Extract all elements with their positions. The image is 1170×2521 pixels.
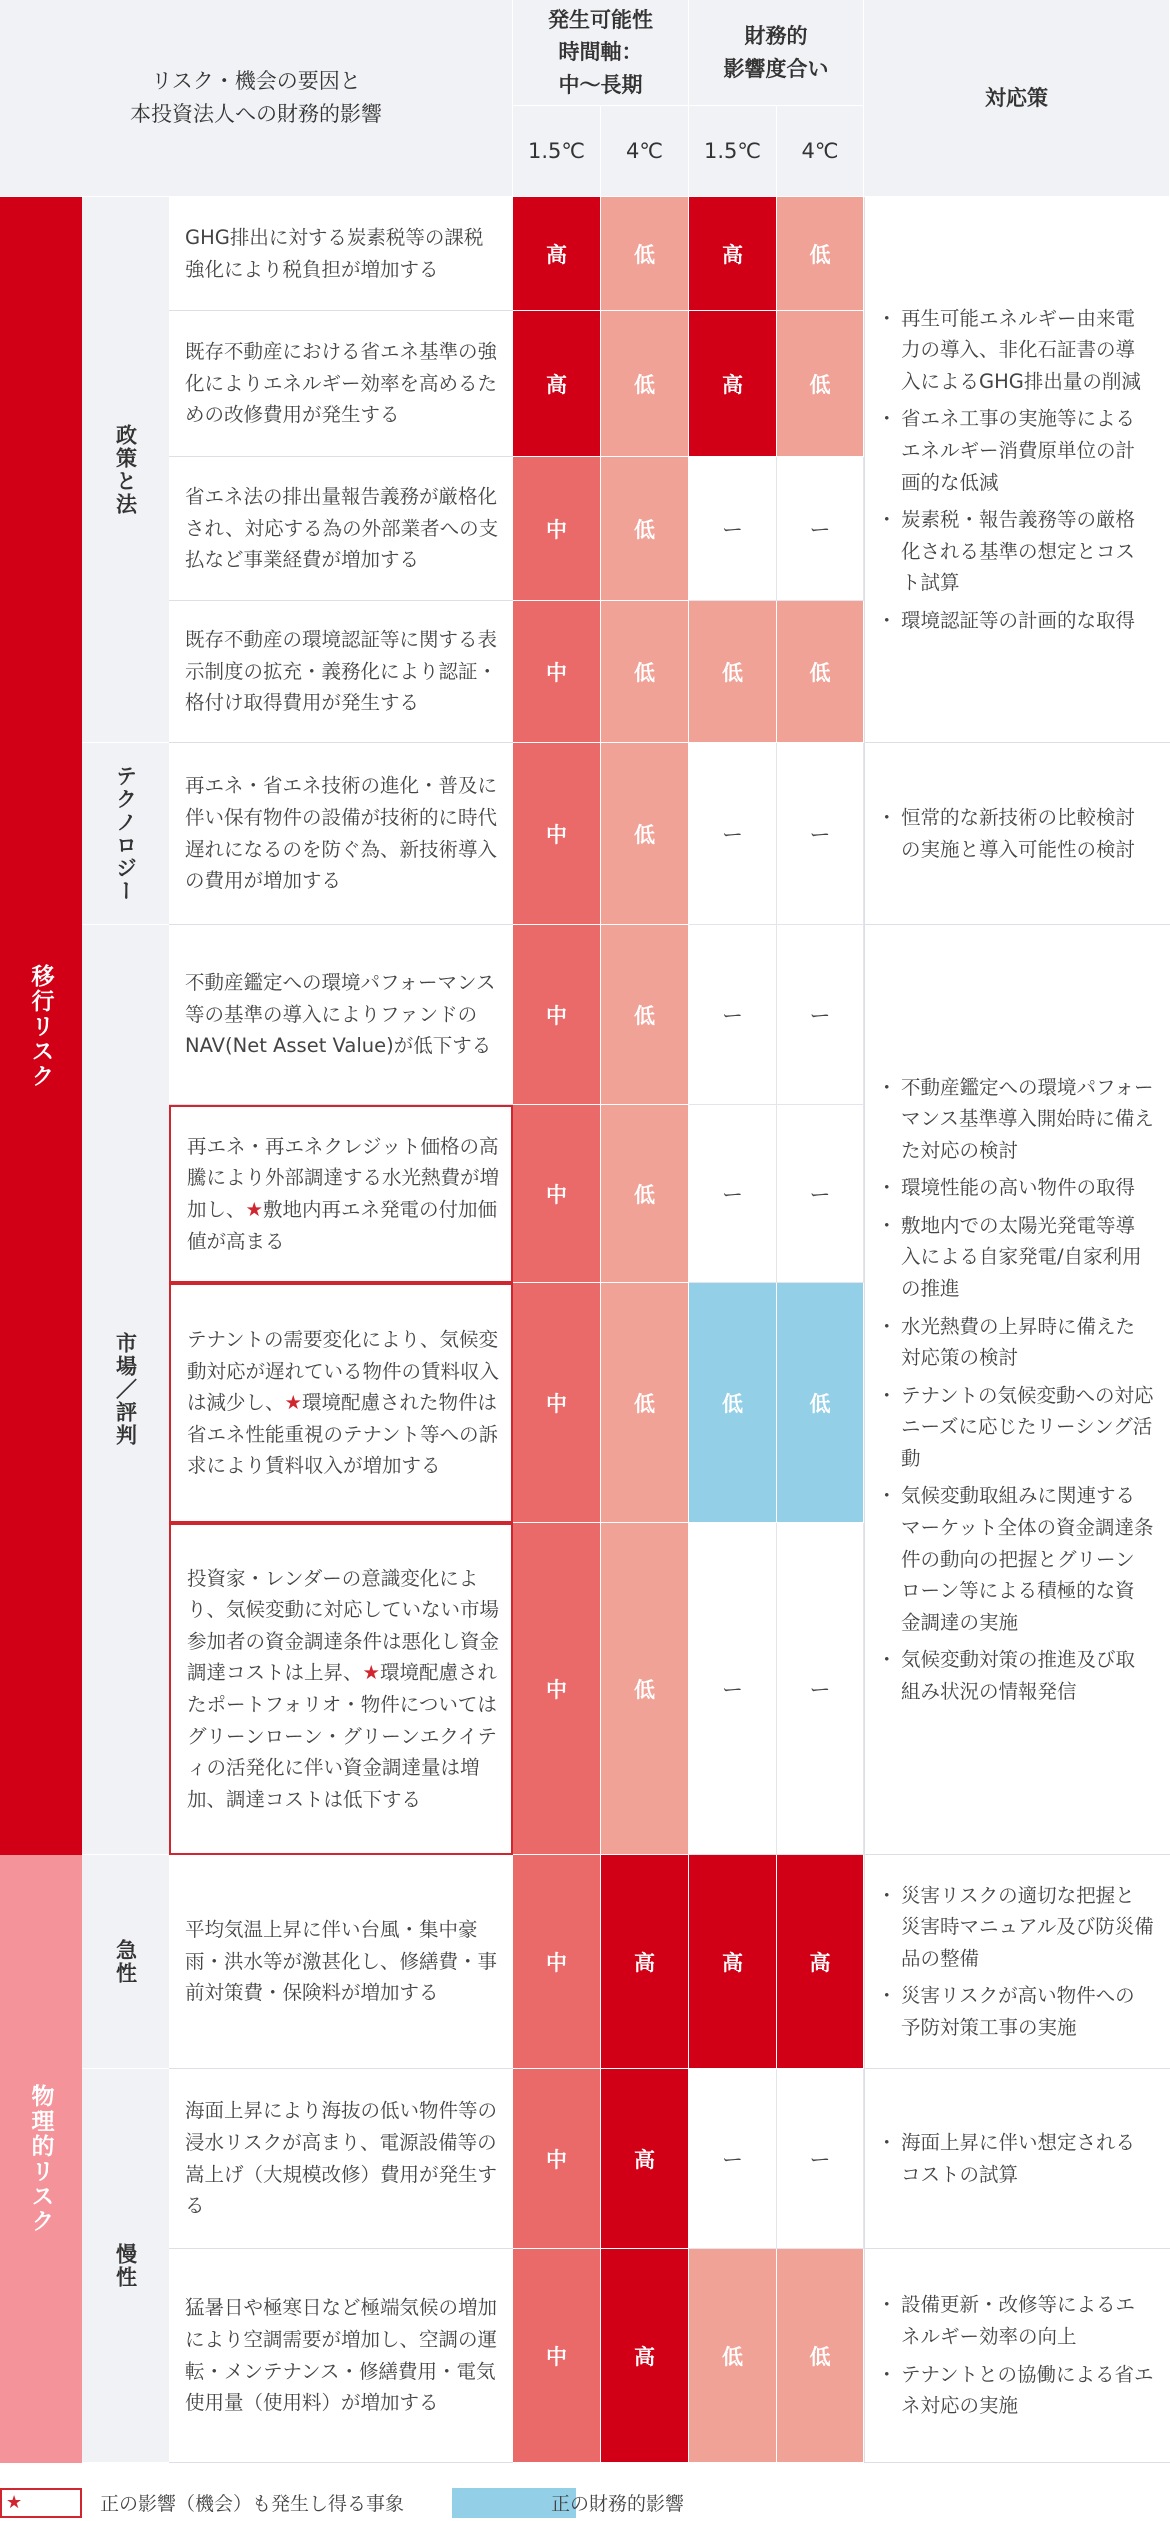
likelihood-4c: 低 xyxy=(601,197,689,311)
legend-star-swatch xyxy=(0,2488,82,2518)
measure-item: ・ 敷地内での太陽光発電等導入による自家発電/自家利用の推進 xyxy=(885,1210,1154,1305)
measures-chronic-extreme-weather xyxy=(864,2249,1170,2463)
risk-description: 省エネ法の排出量報告義務が厳格化され、対応する為の外部業者への支払など事業経費が増加する xyxy=(169,457,513,601)
impact-4c-positive: 低 xyxy=(777,1283,864,1523)
measure-item: ・ 不動産鑑定への環境パフォーマンス基準導入開始時に備えた対応の検討 xyxy=(885,1072,1154,1167)
likelihood-1-5c: 中 xyxy=(513,2069,601,2249)
risk-description-opportunity: 再エネ・再エネクレジット価格の高騰により外部調達する水光熱費が増加し、★敷地内再エネ発電の付加価値が高まる xyxy=(169,1105,513,1283)
measure-item: ・ 水光熱費の上昇時に備えた対応策の検討 xyxy=(885,1311,1154,1374)
likelihood-4c: 低 xyxy=(601,1105,689,1283)
subcategory-acute: 急性 xyxy=(82,1855,169,2069)
header-factor: リスク・機会の要因と 本投資法人への財務的影響 xyxy=(0,0,513,197)
measures-policy xyxy=(864,197,1170,743)
likelihood-1-5c: 高 xyxy=(513,311,601,457)
risk-description-opportunity: 投資家・レンダーの意識変化により、気候変動に対応していない市場参加者の資金調達条件は悪化し資金調達コストは上昇、★環境配慮されたポートフォリオ・物件についてはグリーンローン・グリーンエクイティの活発化に伴い資金調達量は増加、調達コストは低下する xyxy=(169,1523,513,1855)
header-impact: 財務的 影響度合い xyxy=(689,0,864,106)
legend-positive-label: 正の財務的影響 xyxy=(551,2493,685,2515)
measure-item: ・ 恒常的な新技術の比較検討の実施と導入可能性の検討 xyxy=(885,802,1154,865)
measures-technology xyxy=(864,743,1170,925)
impact-4c: 低 xyxy=(777,197,864,311)
impact-4c: ー xyxy=(777,457,864,601)
impact-1-5c: 高 xyxy=(689,197,777,311)
impact-1-5c: ー xyxy=(689,457,777,601)
likelihood-4c: 高 xyxy=(601,2069,689,2249)
impact-4c: 高 xyxy=(777,1855,864,2069)
likelihood-4c: 低 xyxy=(601,1523,689,1855)
likelihood-4c: 高 xyxy=(601,1855,689,2069)
measure-item: ・ 気候変動取組みに関連するマーケット全体の資金調達条件の動向の把握とグリーンローン等による積極的な資金調達の実施 xyxy=(885,1480,1154,1638)
header-impact-4c: 4℃ xyxy=(777,106,864,197)
likelihood-1-5c: 中 xyxy=(513,2249,601,2463)
header-likelihood: 発生可能性 時間軸： 中〜長期 xyxy=(513,0,689,106)
risk-description: 猛暑日や極寒日など極端気候の増加により空調需要が増加し、空調の運転・メンテナンス・修繕費用・電気使用量（使用料）が増加する xyxy=(169,2249,513,2463)
measure-item: ・ テナントとの協働による省エネ対応の実施 xyxy=(885,2359,1154,2422)
impact-4c: 低 xyxy=(777,2249,864,2463)
impact-1-5c-positive: 低 xyxy=(689,1283,777,1523)
header-likelihood-4c: 4℃ xyxy=(601,106,689,197)
impact-1-5c: 低 xyxy=(689,2249,777,2463)
likelihood-1-5c: 中 xyxy=(513,925,601,1105)
subcategory-policy: 政策と法 xyxy=(82,197,169,743)
measure-item: ・ テナントの気候変動への対応ニーズに応じたリーシング活動 xyxy=(885,1380,1154,1475)
likelihood-4c: 低 xyxy=(601,457,689,601)
impact-1-5c: ー xyxy=(689,925,777,1105)
risk-description: 再エネ・省エネ技術の進化・普及に伴い保有物件の設備が技術的に時代遅れになるのを防ぐ為、新技術導入の費用が増加する xyxy=(169,743,513,925)
likelihood-4c: 低 xyxy=(601,311,689,457)
measures-market xyxy=(864,925,1170,1855)
impact-1-5c: ー xyxy=(689,743,777,925)
impact-1-5c: ー xyxy=(689,1105,777,1283)
star-icon: ★ xyxy=(284,1391,302,1415)
impact-4c: 低 xyxy=(777,601,864,743)
measure-item: ・ 災害リスクが高い物件への予防対策工事の実施 xyxy=(885,1980,1154,2043)
measure-item: ・ 気候変動対策の推進及び取組み状況の情報発信 xyxy=(885,1644,1154,1707)
likelihood-4c: 高 xyxy=(601,2249,689,2463)
impact-4c: ー xyxy=(777,925,864,1105)
risk-description: 平均気温上昇に伴い台風・集中豪雨・洪水等が激甚化し、修繕費・事前対策費・保険料が増加する xyxy=(169,1855,513,2069)
impact-4c: ー xyxy=(777,1105,864,1283)
measures-chronic-sea-level xyxy=(864,2069,1170,2249)
measure-item: ・ 再生可能エネルギー由来電力の導入、非化石証書の導入によるGHG排出量の削減 xyxy=(885,303,1154,398)
likelihood-4c: 低 xyxy=(601,601,689,743)
measures-acute xyxy=(864,1855,1170,2069)
likelihood-1-5c: 中 xyxy=(513,1855,601,2069)
likelihood-1-5c: 中 xyxy=(513,457,601,601)
impact-4c: ー xyxy=(777,1523,864,1855)
likelihood-1-5c: 高 xyxy=(513,197,601,311)
impact-1-5c: ー xyxy=(689,2069,777,2249)
header-measures: 対応策 xyxy=(864,0,1170,197)
star-icon: ★ xyxy=(6,2492,23,2513)
measure-item: ・ 設備更新・改修等によるエネルギー効率の向上 xyxy=(885,2289,1154,2352)
impact-4c: ー xyxy=(777,743,864,925)
likelihood-1-5c: 中 xyxy=(513,1523,601,1855)
impact-1-5c: 高 xyxy=(689,311,777,457)
likelihood-1-5c: 中 xyxy=(513,743,601,925)
category-transition-risk: 移行リスク xyxy=(0,197,82,1855)
subcategory-technology: テクノロジー xyxy=(82,743,169,925)
risk-description: 既存不動産における省エネ基準の強化によりエネルギー効率を高めるための改修費用が発生する xyxy=(169,311,513,457)
risk-description-opportunity: テナントの需要変化により、気候変動対応が遅れている物件の賃料収入は減少し、★環境配慮された物件は省エネ性能重視のテナント等への訴求により賃料収入が増加する xyxy=(169,1283,513,1523)
likelihood-4c: 低 xyxy=(601,925,689,1105)
likelihood-1-5c: 中 xyxy=(513,601,601,743)
impact-4c: 低 xyxy=(777,311,864,457)
impact-1-5c: ー xyxy=(689,1523,777,1855)
header-impact-1-5c: 1.5℃ xyxy=(689,106,777,197)
likelihood-4c: 低 xyxy=(601,1283,689,1523)
star-icon: ★ xyxy=(362,1661,380,1685)
likelihood-1-5c: 中 xyxy=(513,1105,601,1283)
header-likelihood-1-5c: 1.5℃ xyxy=(513,106,601,197)
subcategory-chronic: 慢性 xyxy=(82,2069,169,2463)
subcategory-market: 市場／評判 xyxy=(82,925,169,1855)
risk-description: GHG排出に対する炭素税等の課税強化により税負担が増加する xyxy=(169,197,513,311)
measure-item: ・ 省エネ工事の実施等によるエネルギー消費原単位の計画的な低減 xyxy=(885,403,1154,498)
legend-star-label: 正の影響（機会）も発生し得る事象 xyxy=(100,2493,405,2515)
likelihood-1-5c: 中 xyxy=(513,1283,601,1523)
likelihood-4c: 低 xyxy=(601,743,689,925)
risk-description: 既存不動産の環境認証等に関する表示制度の拡充・義務化により認証・格付け取得費用が発生する xyxy=(169,601,513,743)
measure-item: ・ 海面上昇に伴い想定されるコストの試算 xyxy=(885,2127,1154,2190)
impact-4c: ー xyxy=(777,2069,864,2249)
measure-item: ・ 環境性能の高い物件の取得 xyxy=(885,1172,1154,1204)
measure-item: ・ 環境認証等の計画的な取得 xyxy=(885,605,1154,637)
impact-1-5c: 高 xyxy=(689,1855,777,2069)
measure-item: ・ 炭素税・報告義務等の厳格化される基準の想定とコスト試算 xyxy=(885,504,1154,599)
category-physical-risk: 物理的リスク xyxy=(0,1855,82,2463)
impact-1-5c: 低 xyxy=(689,601,777,743)
risk-description: 海面上昇により海抜の低い物件等の浸水リスクが高まり、電源設備等の嵩上げ（大規模改修）費用が発生する xyxy=(169,2069,513,2249)
star-icon: ★ xyxy=(245,1198,263,1221)
risk-description: 不動産鑑定への環境パフォーマンス等の基準の導入によりファンドのNAV(Net Asset Value)が低下する xyxy=(169,925,513,1105)
measure-item: ・ 災害リスクの適切な把握と災害時マニュアル及び防災備品の整備 xyxy=(885,1880,1154,1975)
